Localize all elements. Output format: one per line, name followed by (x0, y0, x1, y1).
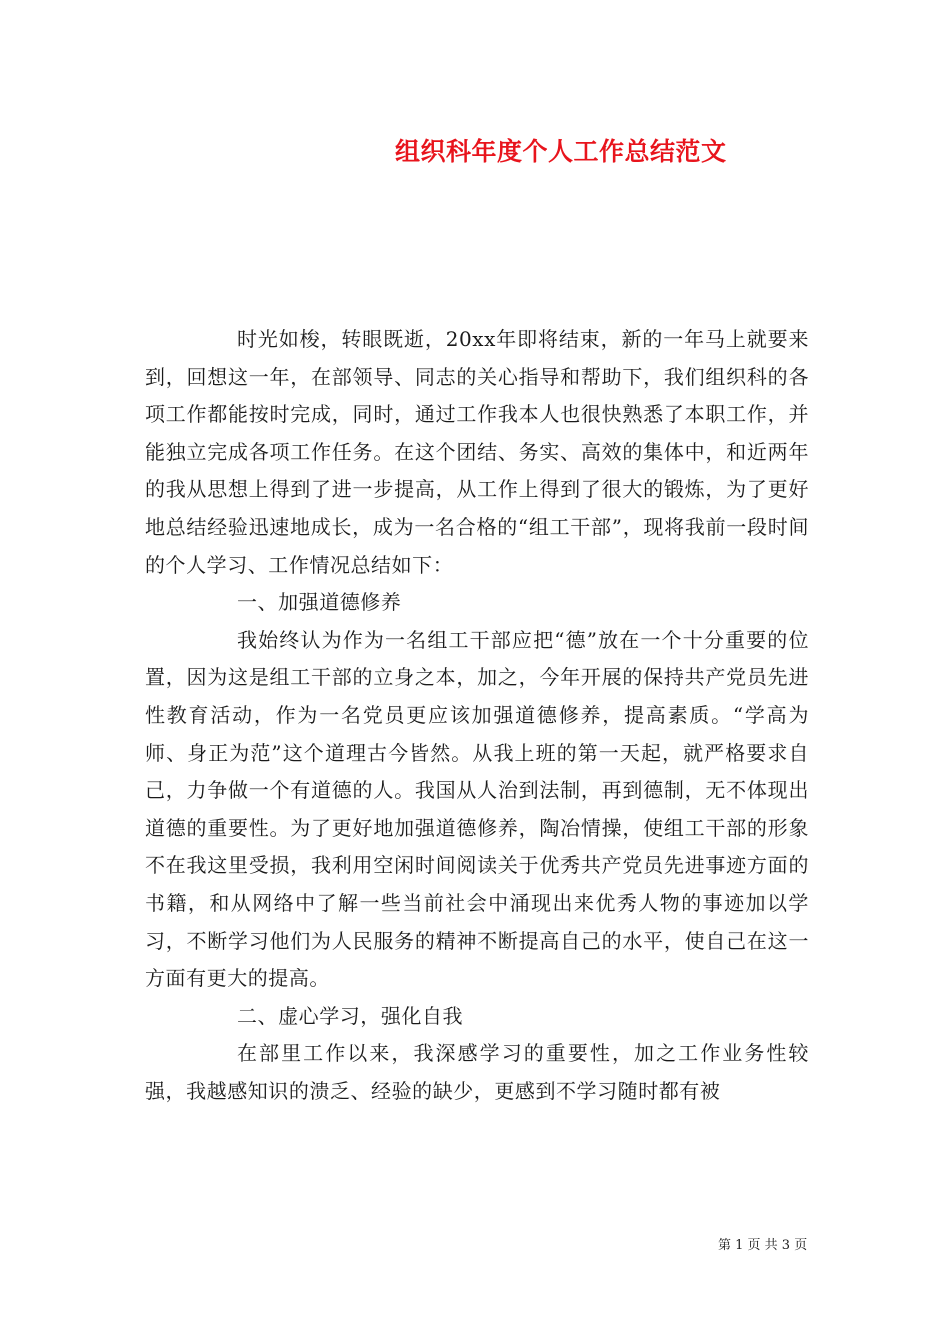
document-title: 组织科年度个人工作总结范文 (395, 137, 727, 166)
document-body (145, 321, 809, 1110)
section-heading-2: 二、虚心学习，强化自我 (237, 1003, 464, 1028)
section-1-paragraph: 我始终认为作为一名组工干部应把“德”放在一个十分重要的位置，因为这是组工干部的立身之本，加之，今年开展的保持共产党员先进性教育活动，作为一名党员更应该加强道德修养，提高素质。“学高为师、身正为范”这个道理古今皆然。从我上班的第一天起，就严格要求自己，力争做一个有道德的人。我国从人治到法制，再到德制，无不体现出道德的重要性。为了更好地加强道德修养，陶冶情操，使组工干部的形象不在我这里受损，我利用空闲时间阅读关于优秀共产党员先进事迹方面的书籍，和从网络中了解一些当前社会中涌现出来优秀人物的事迹加以学习，不断学习他们为人民服务的精神不断提高自己的水平，使自己在这一方面有更大的提高。 (145, 627, 809, 991)
section-heading-1: 一、加强道德修养 (237, 590, 402, 615)
page-number-footer: 第 1 页 共 3 页 (718, 1238, 808, 1253)
section-2-paragraph: 在部里工作以来，我深感学习的重要性，加之工作业务性较强，我越感知识的溃乏、经验的缺少，更感到不学习随时都有被 (145, 1041, 809, 1103)
intro-paragraph: 时光如梭，转眼既逝，20xx年即将结束，新的一年马上就要来到，回想这一年，在部领导、同志的关心指导和帮助下，我们组织科的各项工作都能按时完成，同时，通过工作我本人也很快熟悉了本职工作，并能独立完成各项工作任务。在这个团结、务实、高效的集体中，和近两年的我从思想上得到了进一步提高，从工作上得到了很大的锻炼，为了更好地总结经验迅速地成长，成为一名合格的“组工干部”，现将我前一段时间的个人学习、工作情况总结如下： (145, 327, 809, 577)
